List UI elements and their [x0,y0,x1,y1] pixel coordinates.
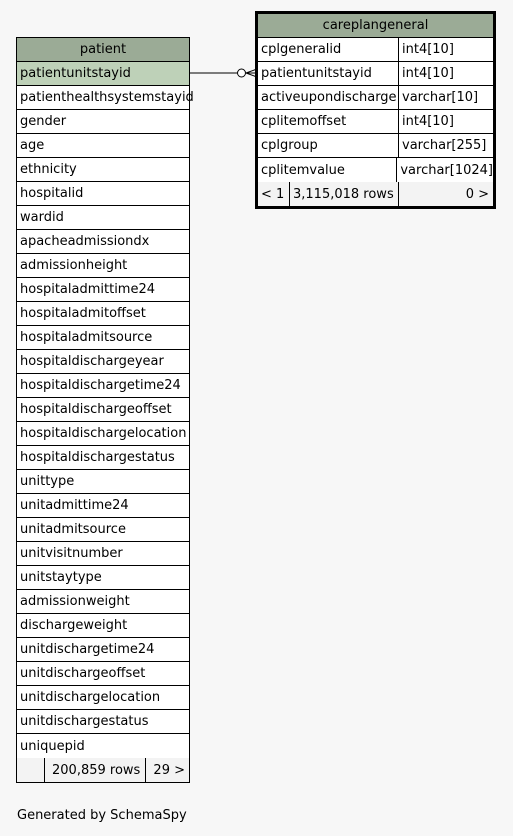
table-row[interactable] [17,422,189,446]
column-name: unitvisitnumber [20,546,123,561]
table-row[interactable] [17,398,189,422]
column-name: cplgroup [258,134,399,157]
table-row[interactable] [258,158,493,182]
column-name: wardid [20,210,64,225]
column-name: unitdischargeoffset [20,666,146,681]
table-header-careplangeneral[interactable] [258,14,493,38]
table-careplangeneral[interactable] [255,11,496,209]
table-row[interactable] [17,710,189,734]
table-row[interactable] [17,62,189,86]
table-row[interactable] [17,638,189,662]
column-name: unitdischargestatus [20,714,149,729]
table-row[interactable] [17,254,189,278]
column-name: unittype [20,474,75,489]
generated-by-label: Generated by SchemaSpy [17,808,187,823]
table-row[interactable] [17,614,189,638]
table-row[interactable] [17,158,189,182]
column-name: hospitaladmittime24 [20,282,156,297]
table-row[interactable] [17,542,189,566]
table-row[interactable] [17,350,189,374]
column-name: uniquepid [20,738,85,754]
table-row[interactable] [17,206,189,230]
row-count: 3,115,018 rows [290,182,399,206]
column-type: varchar[1024] [400,162,493,178]
table-row[interactable] [17,302,189,326]
parents-count[interactable] [17,758,45,782]
children-count[interactable]: 29 > [153,762,185,778]
column-name: hospitaldischargelocation [20,426,187,441]
table-row[interactable] [258,62,493,86]
column-name: unitdischargelocation [20,690,161,705]
column-name: patientunitstayid [258,62,399,85]
column-name: ethnicity [20,162,77,177]
column-name: unitdischargetime24 [20,642,155,657]
column-name: activeupondischarge [258,86,399,109]
table-row[interactable] [17,662,189,686]
table-row[interactable] [17,86,194,110]
table-patient[interactable] [16,37,194,783]
column-name: admissionweight [20,594,130,609]
table-row[interactable] [17,182,189,206]
table-row[interactable] [17,446,189,470]
column-type: int4[10] [402,42,454,57]
column-type: varchar[255] [402,138,487,153]
zero-optionality-icon [238,69,246,77]
children-count[interactable]: 0 > [465,186,489,202]
table-row[interactable] [17,110,189,134]
column-type: int4[10] [402,114,454,129]
table-row[interactable] [17,734,189,758]
table-title: patient [79,42,127,57]
table-header-patient[interactable] [17,38,189,62]
table-row[interactable] [17,494,189,518]
column-name: age [20,138,45,153]
column-name: hospitalid [20,186,84,201]
column-name: unitadmitsource [20,522,126,537]
table-row[interactable] [258,38,493,62]
column-name: dischargeweight [20,618,128,633]
column-name: cplgeneralid [258,38,399,61]
column-name: hospitaldischargeyear [20,354,164,369]
column-name: hospitaldischargestatus [20,450,175,465]
table-row[interactable] [17,326,189,350]
table-row[interactable] [17,566,189,590]
column-name: gender [20,114,67,129]
column-name: admissionheight [20,258,128,273]
table-row[interactable] [17,470,189,494]
column-type: int4[10] [402,66,454,81]
column-name: cplitemvalue [258,158,397,182]
column-name: apacheadmissiondx [20,234,150,249]
column-type: varchar[10] [402,90,479,105]
table-row[interactable] [17,590,189,614]
column-name: hospitaladmitsource [20,330,153,345]
table-footer [17,758,189,782]
column-name: cplitemoffset [258,110,399,133]
table-row[interactable] [258,86,493,110]
column-name: hospitaldischargetime24 [20,378,181,393]
table-row[interactable] [17,518,189,542]
table-row[interactable] [17,374,189,398]
table-row[interactable] [17,230,189,254]
table-row[interactable] [17,686,189,710]
column-name: patienthealthsystemstayid [20,90,194,105]
table-footer [258,182,493,206]
table-title: careplangeneral [322,18,429,33]
column-name: unitadmittime24 [20,498,129,513]
column-name: unitstaytype [20,570,102,585]
table-row[interactable] [17,134,189,158]
column-name: hospitaladmitoffset [20,306,146,321]
table-row[interactable] [258,134,493,158]
table-row[interactable] [258,110,493,134]
row-count: 200,859 rows [45,758,146,782]
column-name: hospitaldischargeoffset [20,402,172,417]
column-name: patientunitstayid [20,66,131,81]
table-row[interactable] [17,278,189,302]
parents-count[interactable]: < 1 [258,182,290,206]
